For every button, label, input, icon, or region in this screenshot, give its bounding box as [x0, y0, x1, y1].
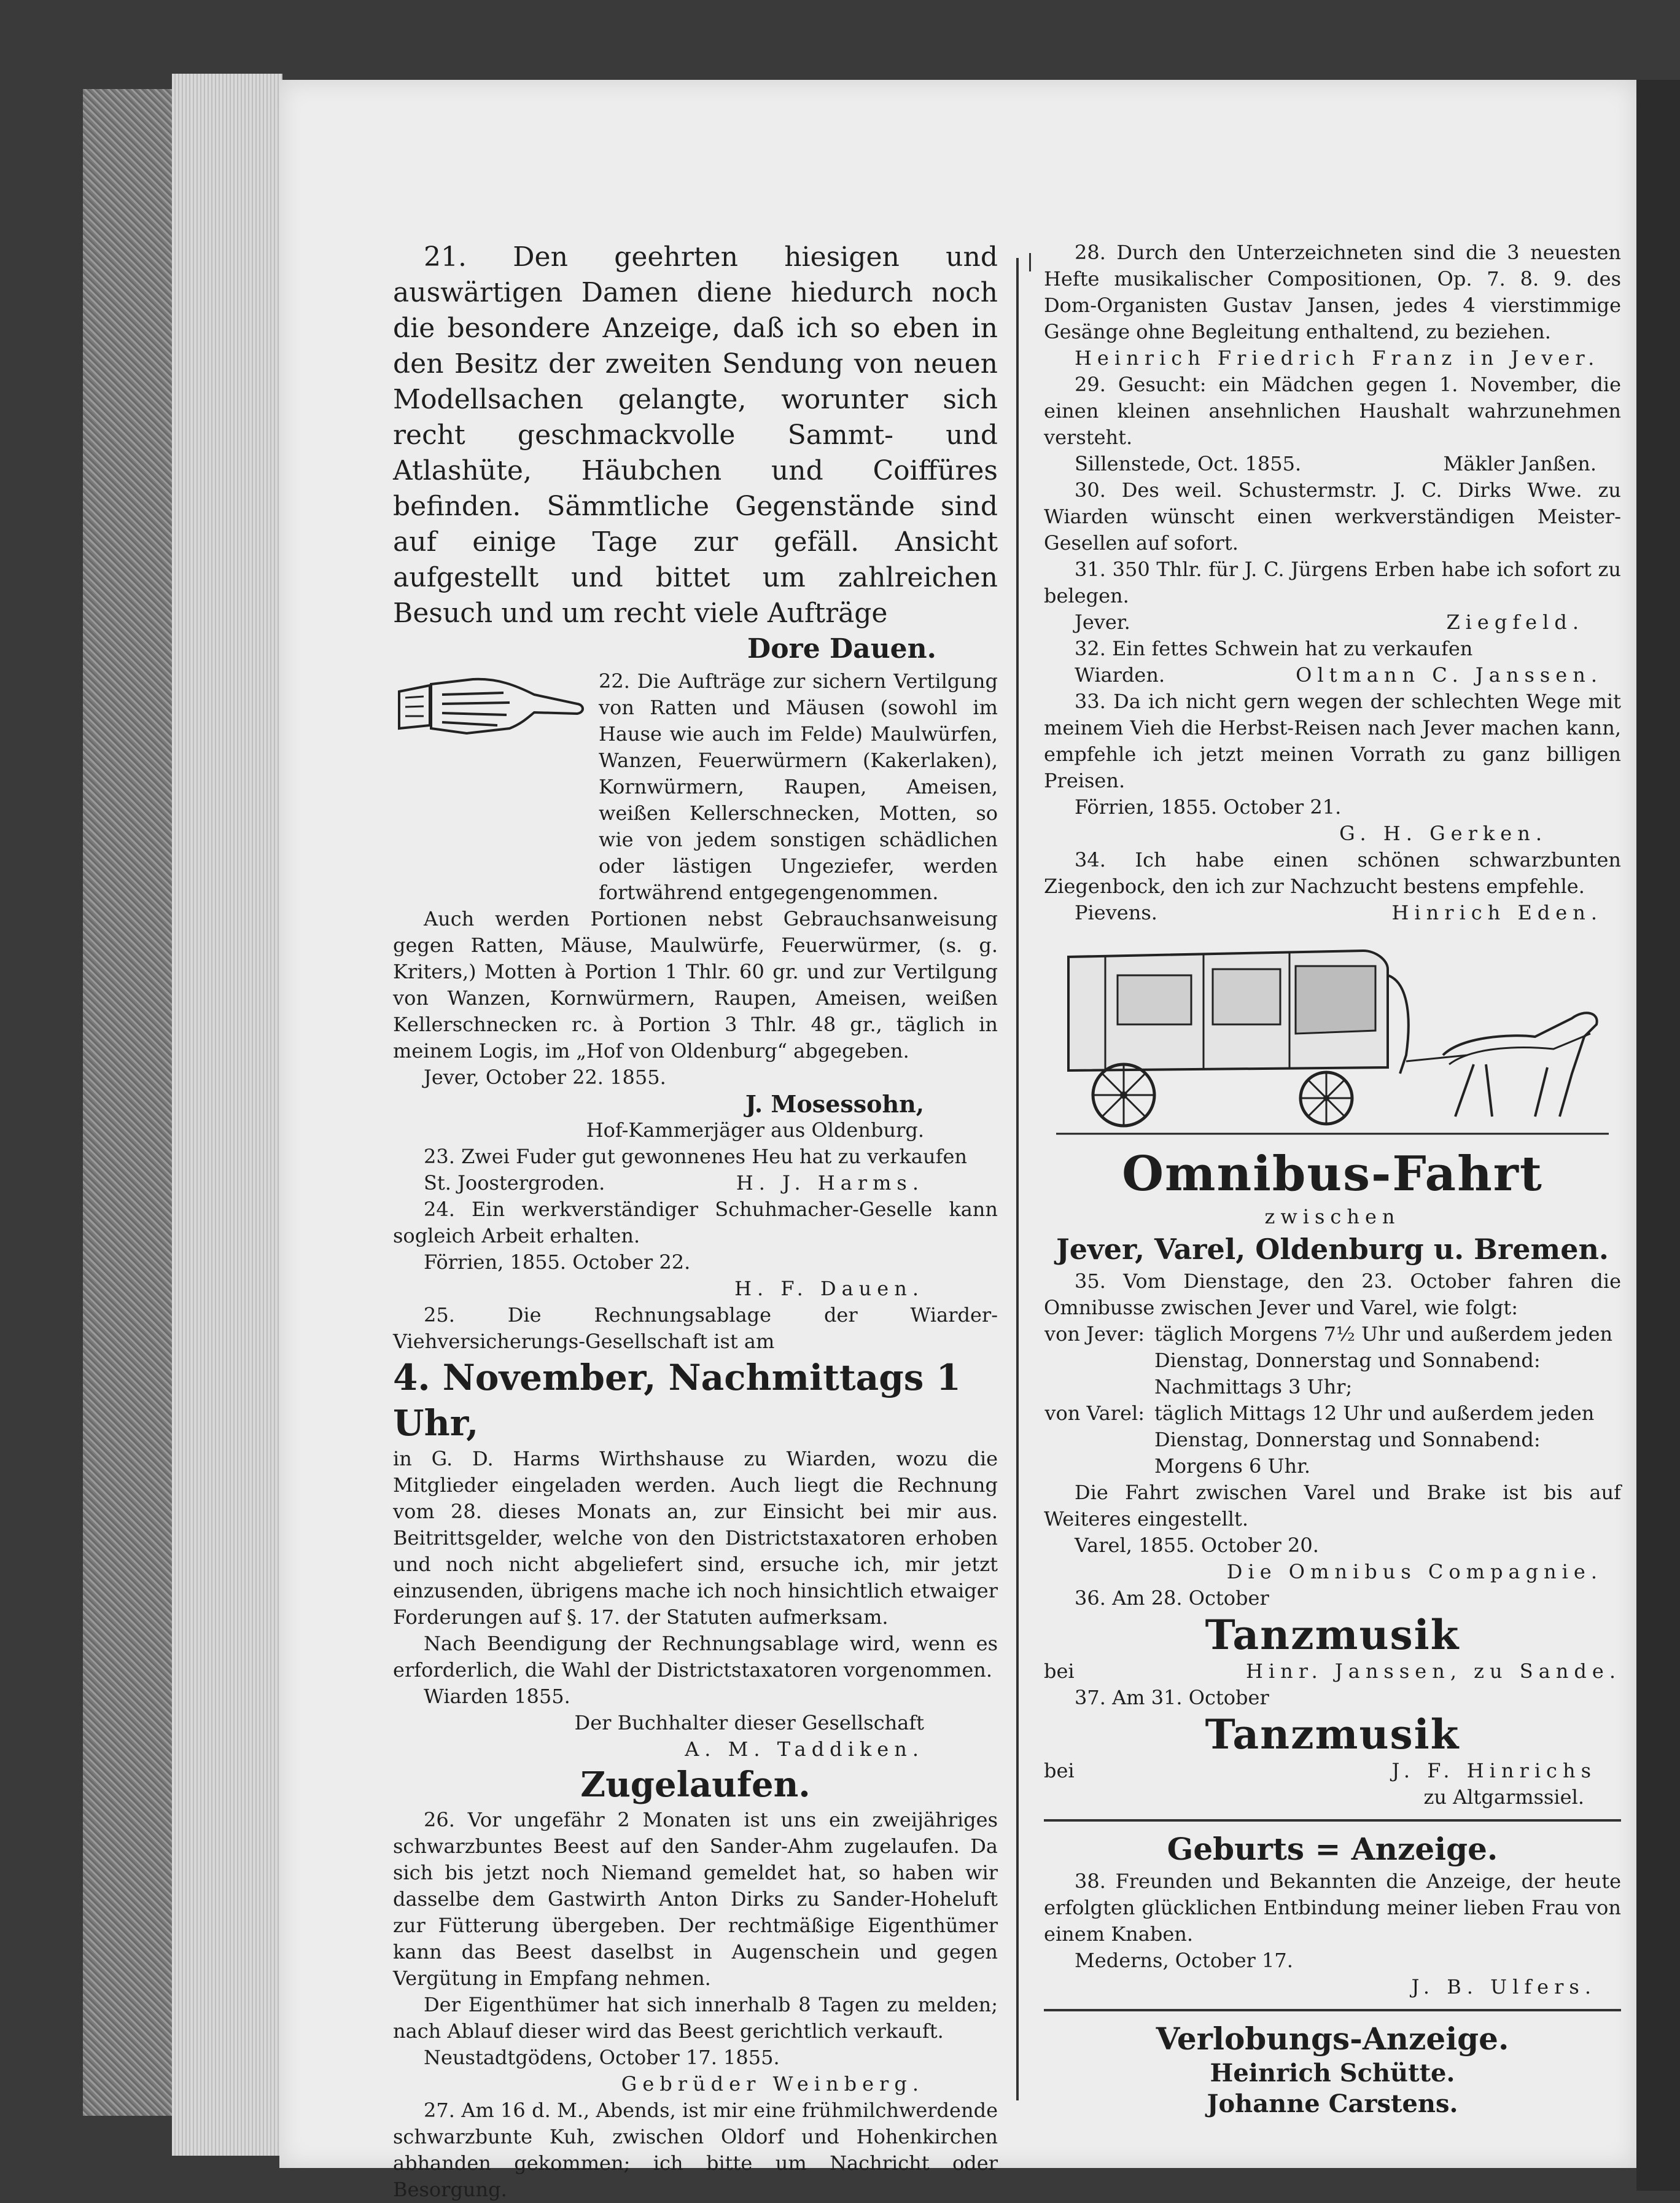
engagement-headline: Verlobungs-Anzeige.	[1156, 2021, 1509, 2057]
schedule-label-varel: von Varel:	[1044, 1402, 1145, 1425]
left-column	[393, 240, 998, 2203]
ad-23-signature: H. J. Harms.	[736, 1171, 924, 1195]
ad-24-text: 24. Ein werkverständiger Schuhmacher-Geselle kann sogleich Arbeit erhalten.	[393, 1198, 998, 1247]
ad-36-bei: bei	[1044, 1659, 1075, 1683]
ad-33-signature: G. H. Gerken.	[1339, 822, 1547, 845]
divider	[1044, 1819, 1621, 1822]
ad-25-signature-name: A. M. Taddiken.	[685, 1737, 924, 1761]
ad-22-signature: J. Mosessohn,	[745, 1090, 924, 1118]
ad-34-place: Pievens.	[1075, 901, 1157, 924]
ad-22-place: Jever, October 22. 1855.	[424, 1066, 666, 1089]
ad-29-footer	[1044, 451, 1621, 477]
right-column	[1044, 240, 1621, 2119]
schedule-text-varel: täglich Mittags 12 Uhr und außerdem jeden Dienstag, Donnerstag und Sonnabend: Morgens 6 Uhr.	[1154, 1402, 1595, 1478]
ad-34-footer	[1044, 900, 1621, 926]
ad-22-text-b: Auch werden Portionen nebst Gebrauchsanweisung gegen Ratten, Mäuse, Maulwürfe, Feuerwürmer, (s. g. Kriters,) Motten à Portion 1 Thlr. 60 gr. und zur Vertilgung von Wanzen, Kornwürmern, Raupen, Ameisen, weißen Kellerschnecken rc. à Portion 3 Thlr. 48 gr., täglich in meinem Logis, im „Hof von Oldenburg“ abgegeben.	[393, 907, 998, 1063]
ad-35-signature: Die Omnibus Compagnie.	[1226, 1560, 1603, 1583]
ad-37-headline: Tanzmusik	[1205, 1710, 1460, 1758]
ad-31-place: Jever.	[1075, 610, 1130, 634]
ad-36-headline: Tanzmusik	[1205, 1611, 1460, 1659]
stagecoach-illustration	[1044, 932, 1621, 1141]
ad-32-place: Wiarden.	[1075, 663, 1165, 687]
ad-32-text: 32. Ein fettes Schwein hat zu verkaufen	[1075, 637, 1473, 660]
ad-31-footer	[1044, 609, 1621, 636]
ad-31-text: 31. 350 Thlr. für J. C. Jürgens Erben habe ich sofort zu belegen.	[1044, 558, 1621, 607]
ad-25-place: Wiarden 1855.	[424, 1685, 570, 1708]
ad-26-place: Neustadtgödens, October 17. 1855.	[424, 2046, 780, 2069]
omnibus-subtitle: zwischen	[1264, 1205, 1401, 1228]
ad-25-text: 25. Die Rechnungsablage der Wiarder-Viehversicherungs-Gesellschaft ist am	[393, 1303, 998, 1353]
ad-37-footer	[1044, 1758, 1621, 1784]
ad-35-text-b: Die Fahrt zwischen Varel und Brake ist bis auf Weiteres eingestellt.	[1044, 1481, 1621, 1530]
ad-33-place: Förrien, 1855. October 21.	[1075, 795, 1342, 819]
ad-36-footer	[1044, 1658, 1621, 1685]
ad-21-signature: Dore Dauen.	[747, 633, 936, 665]
ad-28-signature: Heinrich Friedrich Franz in Jever.	[1075, 346, 1600, 370]
omnibus-title: Omnibus-Fahrt	[1122, 1146, 1543, 1202]
ad-26-headline: Zugelaufen.	[580, 1764, 811, 1805]
column-rule-top	[1029, 253, 1031, 271]
ad-25-signature: Der Buchhalter dieser Gesellschaft	[574, 1711, 924, 1734]
ad-34-signature: Hinrich Eden.	[1391, 901, 1603, 924]
ad-38-text: 38. Freunden und Bekannten die Anzeige, der heute erfolgten glücklichen Entbindung meiner lieben Frau von einem Knaben.	[1044, 1870, 1621, 1946]
ad-37-signature-place: zu Altgarmssiel.	[1423, 1785, 1584, 1809]
ad-35-text: 35. Vom Dienstage, den 23. October fahren die Omnibusse zwischen Jever und Varel, wie folgt:	[1044, 1269, 1621, 1319]
schedule-text-jever: täglich Morgens 7½ Uhr und außerdem jeden Dienstag, Donnerstag und Sonnabend: Nachmittags 3 Uhr;	[1154, 1322, 1613, 1398]
ad-23-place: St. Joostergroden.	[424, 1171, 605, 1195]
ad-37-bei: bei	[1044, 1759, 1075, 1782]
ad-35-place: Varel, 1855. October 20.	[1075, 1534, 1319, 1557]
ad-24-place: Förrien, 1855. October 22.	[424, 1250, 691, 1274]
ad-38-place: Mederns, October 17.	[1075, 1949, 1293, 1972]
ad-37-signature: J. F. Hinrichs	[1391, 1759, 1596, 1782]
ad-21-text: 21. Den geehrten hiesigen und auswärtigen Damen diene hiedurch noch die besondere Anzeige, daß ich so eben in den Besitz der zweiten Sendung von neuen Modellsachen gelangte, worunter sich recht geschmackvolle Sammt- und Atlashüte, Häubchen und Coiffüres befinden. Sämmtliche Gegenstände sind auf einige Tage zur gefäll. Ansicht aufgestellt und bittet um zahlreichen Besuch und um recht viele Aufträge	[393, 241, 998, 629]
ad-25-text-b: in G. D. Harms Wirthshause zu Wiarden, wozu die Mitglieder eingeladen werden. Auch liegt die Rechnung vom 28. dieses Monats an, zur Einsicht bei mir aus. Beitrittsgelder, welche von den Districtstaxatoren erhoben und noch nicht abgeliefert sind, ersuche ich, mir jetzt einzusenden, übrigens mache ich noch hinsichtlich etwaiger Forderungen auf §. 17. der Statuten aufmerksam.	[393, 1447, 998, 1629]
omnibus-route: Jever, Varel, Oldenburg u. Bremen.	[1056, 1233, 1609, 1266]
column-rule	[1016, 258, 1019, 2100]
schedule-label-jever: von Jever:	[1044, 1322, 1145, 1346]
ad-29-text: 29. Gesucht: ein Mädchen gegen 1. November, die einen kleinen ansehnlichen Haushalt wahrzunehmen versteht.	[1044, 373, 1621, 449]
ad-30-text: 30. Des weil. Schustermstr. J. C. Dirks Wwe. zu Wiarden wünscht einen werkverständigen Meister-Gesellen auf sofort.	[1044, 478, 1621, 555]
ad-32-footer	[1044, 662, 1621, 688]
ad-22-text: 22. Die Aufträge zur sichern Vertilgung von Ratten und Mäusen (sowohl im Hause wie auch im Felde) Maulwürfen, Wanzen, Feuerwürmern (Kakerlaken), Kornwürmern, Raupen, Ameisen, weißen Kellerschnecken, Motten, so wie von jedem sonstigen schädlichen oder lästigen Ungeziefer, werden fortwährend entgegengenommen.	[599, 669, 998, 904]
ad-31-signature: Ziegfeld.	[1446, 610, 1584, 634]
book-binding	[83, 89, 174, 2116]
ad-26-text: 26. Vor ungefähr 2 Monaten ist uns ein zweijähriges schwarzbuntes Beest auf den Sander-Ahm zugelaufen. Da sich bis jetzt noch Niemand gemeldet hat, so haben wir dasselbe dem Gastwirth Anton Dirks zu Sander-Hoheluft zur Fütterung übergeben. Der rechtmäßige Eigenthümer kann das Beest daselbst in Augenschein und gegen Vergütung in Empfang nehmen.	[393, 1808, 998, 1990]
ad-37-text: 37. Am 31. October	[1075, 1686, 1269, 1709]
ad-28-text: 28. Durch den Unterzeichneten sind die 3 neuesten Hefte musikalischer Compositionen, Op. 7. 8. 9. des Dom-Organisten Gustav Jansen, jedes 4 vierstimmige Gesänge ohne Begleitung enthaltend, zu beziehen.	[1044, 241, 1621, 343]
ad-36-text: 36. Am 28. October	[1075, 1586, 1269, 1610]
ad-26-text-b: Der Eigenthümer hat sich innerhalb 8 Tagen zu melden; nach Ablauf dieser wird das Beest gerichtlich verkauft.	[393, 1993, 998, 2043]
ad-33-text: 33. Da ich nicht gern wegen der schlechten Wege mit meinem Vieh die Herbst-Reisen nach Jever machen kann, empfehle ich jetzt meinen Vorrath zu ganz billigen Preisen.	[1044, 690, 1621, 792]
ad-22-signature-title: Hof-Kammerjäger aus Oldenburg.	[586, 1118, 924, 1142]
ad-34-text: 34. Ich habe einen schönen schwarzbunten Ziegenbock, den ich zur Nachzucht bestens empfehle.	[1044, 848, 1621, 898]
scan-background	[1636, 80, 1680, 2191]
ad-24-signature: H. F. Dauen.	[734, 1277, 924, 1300]
ad-29-signature: Mäkler Janßen.	[1443, 452, 1596, 475]
engagement-name-2: Johanne Carstens.	[1207, 2089, 1458, 2118]
ad-38-signature: J. B. Ulfers.	[1411, 1975, 1596, 1998]
ad-25-headline: 4. November, Nachmittags 1 Uhr,	[393, 1357, 961, 1444]
birth-headline: Geburts = Anzeige.	[1167, 1831, 1498, 1867]
divider	[1044, 2009, 1621, 2011]
pointing-hand-icon	[393, 667, 589, 747]
page-edges	[172, 74, 282, 2156]
ad-26-signature: Gebrüder Weinberg.	[621, 2072, 924, 2096]
ad-36-signature: Hinr. Janssen, zu Sande.	[1246, 1659, 1621, 1683]
ad-27-text: 27. Am 16 d. M., Abends, ist mir eine frühmilchwerdende schwarzbunte Kuh, zwischen Oldorf und Hohenkirchen abhanden gekommen; ich bitte um Nachricht oder Besorgung.	[393, 2099, 998, 2201]
omnibus-schedule	[1044, 1321, 1621, 1480]
ad-23-footer	[393, 1170, 998, 1196]
engagement-name-1: Heinrich Schütte.	[1210, 2059, 1455, 2088]
ad-25-text-c: Nach Beendigung der Rechnungsablage wird, wenn es erforderlich, die Wahl der Districtstaxatoren vorgenommen.	[393, 1632, 998, 1682]
ad-23-text: 23. Zwei Fuder gut gewonnenes Heu hat zu verkaufen	[424, 1145, 967, 1168]
ad-32-signature: Oltmann C. Janssen.	[1296, 663, 1603, 687]
ad-29-place: Sillenstede, Oct. 1855.	[1075, 452, 1302, 475]
